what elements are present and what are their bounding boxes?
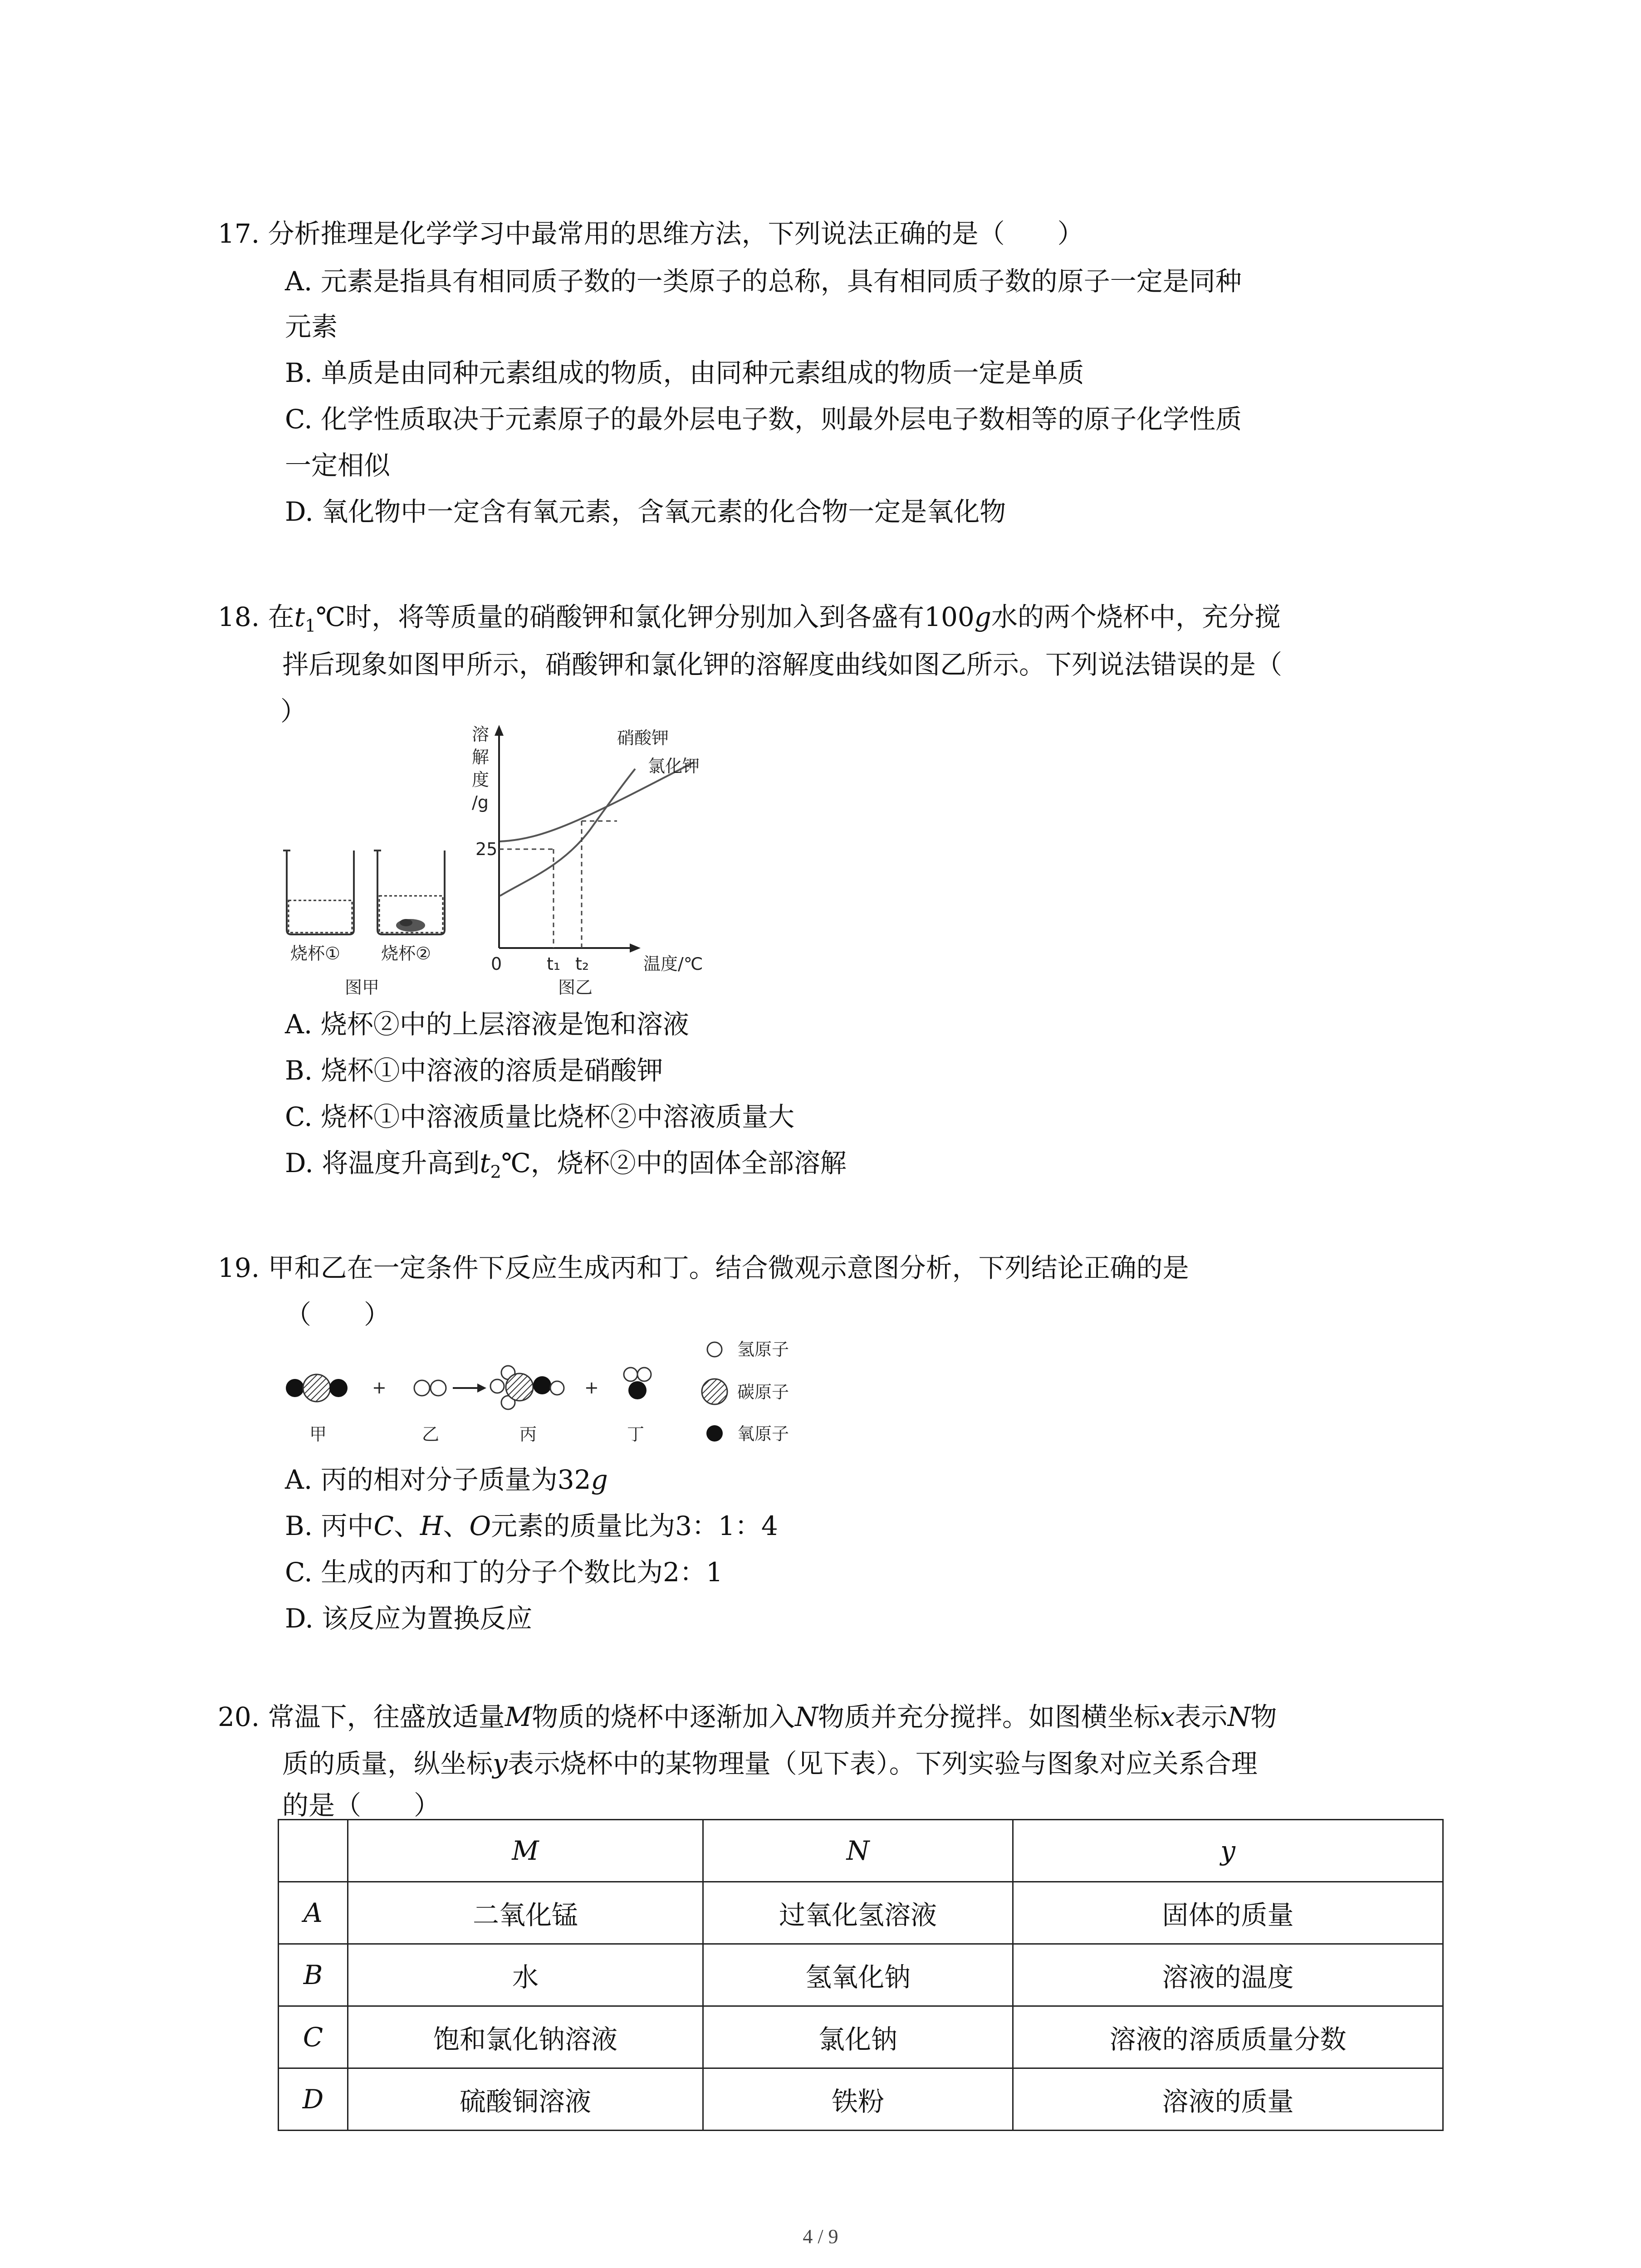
q17-option-d: D. 氧化物中一定含有氧元素，含氧元素的化合物一定是氧化物 (285, 496, 1006, 527)
water-molecule-icon (624, 1368, 651, 1399)
q18-option-a: A. 烧杯②中的上层溶液是饱和溶液 (285, 1009, 689, 1040)
table-cell: A (279, 1882, 348, 1944)
table-row (279, 2006, 1443, 2068)
label-ding: 丁 (627, 1424, 645, 1444)
y-label-1: 溶 (472, 724, 490, 744)
x-tick-t1: t₁ (547, 954, 561, 974)
table-cell: 二氧化锰 (348, 1882, 703, 1944)
table-row (279, 1882, 1443, 1944)
legend-carbon: 碳原子 (737, 1382, 789, 1402)
hydrogen-atom-icon (707, 1342, 722, 1357)
table-cell: 溶液的温度 (1013, 1944, 1443, 2006)
q19-option-a: A. 丙的相对分子质量为32g (285, 1464, 608, 1495)
y-tick-25: 25 (475, 839, 498, 859)
h2-molecule-icon (414, 1380, 446, 1396)
table-row (279, 2068, 1443, 2131)
q18-option-c: C. 烧杯①中溶液质量比烧杯②中溶液质量大 (285, 1101, 795, 1132)
q20-stem-line2: 质的质量，纵坐标y表示烧杯中的某物理量（见下表）。下列实验与图象对应关系合理 (282, 1748, 1258, 1779)
table-cell: C (279, 2006, 348, 2068)
reaction-arrow-icon (453, 1383, 486, 1393)
q17-option-c-cont: 一定相似 (285, 450, 391, 481)
table-cell: 硫酸铜溶液 (348, 2068, 703, 2131)
q18-option-d: D. 将温度升高到$t_2℃$，烧杯②中的固体全部溶解 (285, 1148, 847, 1182)
q20-stem-line3: 的是（ ） (282, 1790, 441, 1821)
label-jia: 甲 (309, 1424, 327, 1444)
q20-table (278, 1819, 1444, 2131)
label-yi: 乙 (422, 1424, 440, 1444)
table-cell: 过氧化氢溶液 (703, 1882, 1013, 1944)
table-cell: B (279, 1944, 348, 2006)
table-cell: 水 (348, 1944, 703, 2006)
legend-hydrogen: 氢原子 (737, 1339, 789, 1359)
q17-option-b: B. 单质是由同种元素组成的物质，由同种元素组成的物质一定是单质 (285, 357, 1084, 388)
table-cell: 饱和氯化钠溶液 (348, 2006, 703, 2068)
x-axis-label: 温度/℃ (643, 954, 703, 974)
label-jia: 图甲 (345, 978, 380, 997)
q18-figure (272, 721, 726, 1002)
x-tick-t2: t₂ (575, 954, 589, 974)
table-header-row (279, 1820, 1443, 1882)
table-cell: 氯化钠 (703, 2006, 1013, 2068)
q19-molecule-diagram (272, 1329, 839, 1447)
table-cell: D (279, 2068, 348, 2131)
q17-stem: 17. 分析推理是化学学习中最常用的思维方法，下列说法正确的是（ ） (218, 218, 1084, 249)
label-cup2: 烧杯② (381, 943, 431, 963)
table-cell: 溶液的溶质质量分数 (1013, 2006, 1443, 2068)
methanol-molecule-icon (490, 1366, 564, 1409)
legend-oxygen: 氧原子 (737, 1424, 789, 1444)
q20-stem: 20. 常温下，往盛放适量M物质的烧杯中逐渐加入N物质并充分搅拌。如图横坐标x表示N物 (218, 1701, 1277, 1732)
table-cell: 氢氧化钠 (703, 1944, 1013, 2006)
label-yi: 图乙 (558, 978, 593, 997)
table-header-cell: y (1013, 1820, 1443, 1882)
q17-option-a: A. 元素是指具有相同质子数的一类原子的总称，具有相同质子数的原子一定是同种 (285, 266, 1242, 297)
y-label-4: /g (472, 792, 489, 812)
q19-option-b: B. 丙中C、H、O元素的质量比为3：1：4 (285, 1510, 778, 1541)
q19-stem: 19. 甲和乙在一定条件下反应生成丙和丁。结合微观示意图分析，下列结论正确的是 (218, 1252, 1189, 1283)
label-bing: 丙 (519, 1424, 537, 1444)
table-row (279, 1944, 1443, 2006)
plus-2: + (584, 1378, 599, 1398)
origin-label: 0 (491, 954, 502, 974)
kno3-curve (500, 769, 635, 896)
carbon-atom-icon (702, 1379, 727, 1404)
q18-stem-line3: ） (280, 696, 307, 727)
table-header-cell (279, 1820, 348, 1882)
y-label-2: 解 (472, 747, 490, 767)
table-cell: 固体的质量 (1013, 1882, 1443, 1944)
q17-option-a-cont: 元素 (285, 311, 338, 342)
table-cell: 溶液的质量 (1013, 2068, 1443, 2131)
label-cup1: 烧杯① (290, 943, 341, 963)
co2-molecule-icon (286, 1374, 348, 1402)
q18-stem-line2: 拌后现象如图甲所示，硝酸钾和氯化钾的溶解度曲线如图乙所示。下列说法错误的是（ (282, 649, 1283, 680)
q19-option-d: D. 该反应为置换反应 (285, 1603, 533, 1634)
kno3-label: 硝酸钾 (617, 728, 669, 748)
plus-1: + (372, 1378, 387, 1398)
q18-option-b: B. 烧杯①中溶液的溶质是硝酸钾 (285, 1055, 663, 1086)
oxygen-atom-icon (706, 1425, 723, 1442)
beaker-1-icon (283, 850, 354, 934)
table-header-cell: N (703, 1820, 1013, 1882)
table-header-cell: M (348, 1820, 703, 1882)
table-cell: 铁粉 (703, 2068, 1013, 2131)
q19-option-c: C. 生成的丙和丁的分子个数比为2：1 (285, 1557, 723, 1588)
q18-stem: 18. 在$t_1℃$时，将等质量的硝酸钾和氯化钾分别加入到各盛有100g水的两个烧杯中，充分搅 (218, 601, 1281, 636)
page-number: 4 / 9 (803, 2225, 838, 2248)
q19-paren: （ ） (285, 1299, 391, 1330)
y-label-3: 度 (472, 770, 490, 790)
q17-option-c: C. 化学性质取决于元素原子的最外层电子数，则最外层电子数相等的原子化学性质 (285, 404, 1242, 435)
beaker-2-icon (374, 850, 445, 934)
kcl-label: 氯化钾 (648, 756, 700, 776)
